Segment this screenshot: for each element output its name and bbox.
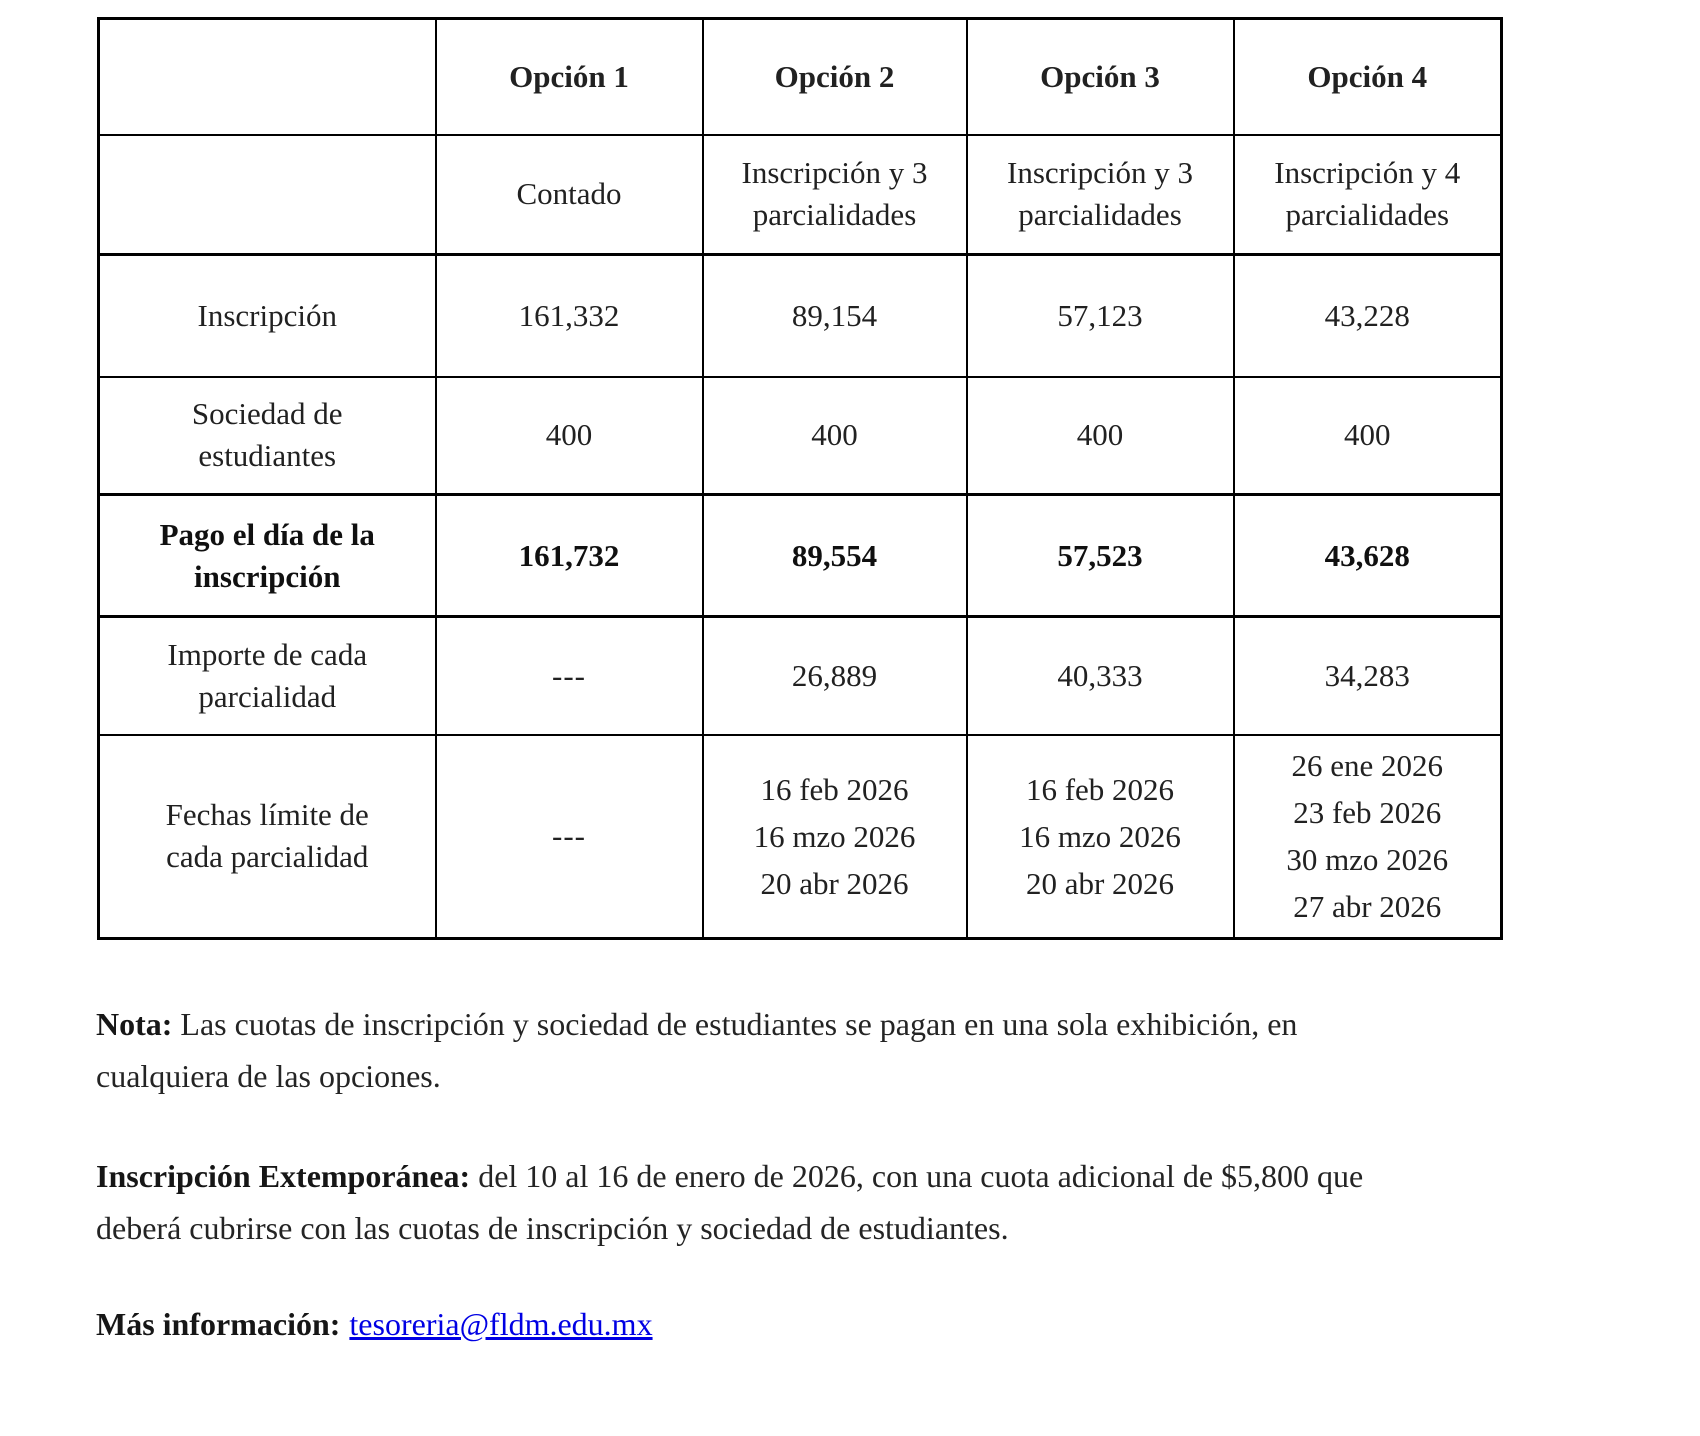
- table-row-pago-total: [99, 495, 1502, 617]
- cell-sociedad-opcion-3: 400: [967, 377, 1234, 495]
- header-opcion-3: Opción 3: [967, 19, 1234, 135]
- nota-paragraph: [96, 998, 1656, 1102]
- header-opcion-4: Opción 4: [1234, 19, 1502, 135]
- subheader-opcion-3: Inscripción y 3 parcialidades: [967, 135, 1234, 255]
- cell-pago-opcion-4: 43,628: [1234, 495, 1502, 617]
- row-label-inscripcion: [99, 255, 436, 377]
- fecha-line: 30 mzo 2026: [1286, 842, 1449, 878]
- table-row-fechas: [99, 735, 1502, 939]
- cell-importe-opcion-2: 26,889: [703, 617, 967, 735]
- row-label-sociedad: [99, 377, 436, 495]
- more-info-label: Más información:: [96, 1306, 341, 1342]
- header-opcion-2: Opción 2: [703, 19, 967, 135]
- subheader-empty-cell: [99, 135, 436, 255]
- fecha-line: 16 mzo 2026: [1019, 818, 1181, 854]
- extemporanea-label: Inscripción Extemporánea:: [96, 1158, 471, 1194]
- table-row-importe: [99, 617, 1502, 735]
- table-corner-cell: [99, 19, 436, 135]
- table-row-sociedad: [99, 377, 1502, 495]
- cell-importe-opcion-3: 40,333: [967, 617, 1234, 735]
- table-row-inscripcion: [99, 255, 1502, 377]
- fecha-line: 20 abr 2026: [760, 865, 909, 901]
- fecha-line: 16 feb 2026: [1025, 771, 1175, 807]
- table-row-subheader: [99, 135, 1502, 255]
- cell-sociedad-opcion-1: 400: [436, 377, 703, 495]
- nota-text-line1: Las cuotas de inscripción y sociedad de estudiantes se pagan en una sola exhibición, en: [172, 1006, 1298, 1042]
- cell-inscripcion-opcion-3: 57,123: [967, 255, 1234, 377]
- row-label-pago-total: [99, 495, 436, 617]
- fecha-line: 16 feb 2026: [760, 771, 909, 807]
- cell-inscripcion-opcion-2: 89,154: [703, 255, 967, 377]
- cell-inscripcion-opcion-4: 43,228: [1234, 255, 1502, 377]
- subheader-opcion-2: Inscripción y 3 parcialidades: [703, 135, 967, 255]
- row-label-text: Fechas límite de cada parcialidad: [165, 797, 369, 875]
- fecha-line: 20 abr 2026: [1025, 865, 1175, 901]
- subheader-opcion-1: Contado: [436, 135, 703, 255]
- fecha-line: 16 mzo 2026: [753, 818, 916, 854]
- cell-importe-opcion-4: 34,283: [1234, 617, 1502, 735]
- cell-importe-opcion-1: ---: [436, 617, 703, 735]
- nota-label: Nota:: [96, 1006, 173, 1042]
- fecha-line: 26 ene 2026: [1291, 748, 1444, 784]
- row-label-text: Sociedad de estudiantes: [191, 396, 343, 474]
- cell-pago-opcion-1: 161,732: [436, 495, 703, 617]
- cell-fechas-opcion-4: [1234, 735, 1502, 939]
- cell-pago-opcion-3: 57,523: [967, 495, 1234, 617]
- cell-inscripcion-opcion-1: 161,332: [436, 255, 703, 377]
- fecha-line: 23 feb 2026: [1293, 795, 1442, 831]
- extemporanea-paragraph: [96, 1150, 1656, 1254]
- extemporanea-text-line2: deberá cubrirse con las cuotas de inscripción y sociedad de estudiantes.: [96, 1210, 1009, 1246]
- subheader-opcion-4: Inscripción y 4 parcialidades: [1234, 135, 1502, 255]
- email-link[interactable]: tesoreria@fldm.edu.mx: [349, 1306, 653, 1342]
- row-label-text: Inscripción: [197, 297, 337, 333]
- cell-fechas-opcion-1: ---: [436, 735, 703, 939]
- cell-sociedad-opcion-2: 400: [703, 377, 967, 495]
- more-info-paragraph: [96, 1298, 1656, 1350]
- extemporanea-text-line1: del 10 al 16 de enero de 2026, con una cuota adicional de $5,800 que: [470, 1158, 1364, 1194]
- row-label-text: Importe de cada parcialidad: [167, 636, 368, 714]
- nota-text-line2: cualquiera de las opciones.: [96, 1058, 441, 1094]
- header-opcion-1: Opción 1: [436, 19, 703, 135]
- payment-options-table: [97, 17, 1503, 940]
- row-label-fechas: [99, 735, 436, 939]
- fecha-line: 27 abr 2026: [1293, 889, 1442, 925]
- row-label-text: Pago el día de la inscripción: [159, 516, 375, 594]
- cell-pago-opcion-2: 89,554: [703, 495, 967, 617]
- cell-fechas-opcion-3: [967, 735, 1234, 939]
- row-label-importe: [99, 617, 436, 735]
- table-row-header: [99, 19, 1502, 135]
- cell-fechas-opcion-2: [703, 735, 967, 939]
- cell-sociedad-opcion-4: 400: [1234, 377, 1502, 495]
